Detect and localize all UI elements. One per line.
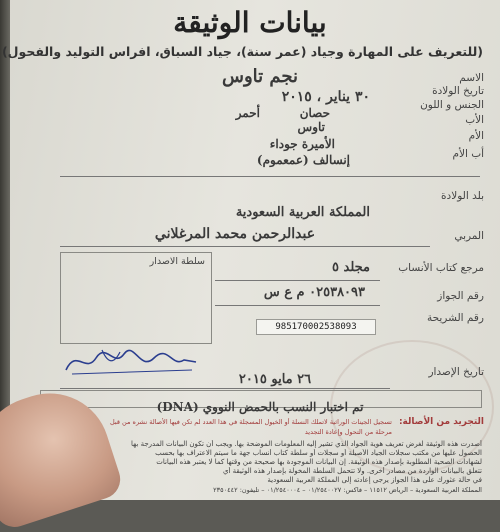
divider	[215, 305, 380, 306]
divider	[215, 280, 380, 281]
chip-label: رقم الشريحة	[426, 312, 484, 324]
chip-number: 985170002538093	[256, 319, 376, 335]
dna-statement: تم اختبار النسب بالحمض النووي (DNA)	[156, 400, 364, 414]
origin-strip-label: التجريد من الأصالة:	[398, 417, 484, 427]
signature-image	[62, 340, 202, 380]
registry-label: مرجع كتاب الأنساب	[398, 262, 484, 274]
name-label: الاسم	[459, 72, 484, 84]
note-line: في حالة عثورك على هذا الجواز يرجى إعادته إلى المملكة العربية السعودية	[267, 476, 482, 484]
birth-country-label: بلد الولادة	[441, 190, 484, 202]
note-line: لشهادات الصحية المطلوبة بإصدار هذه الوثيقة. إن البيانات الموجودة بها صحيحة من وقتها كما لا يعتبر هذه البيانات	[156, 458, 482, 466]
sire-label: الأب	[465, 114, 484, 126]
divider	[60, 388, 390, 389]
horse-color: أحمر	[235, 106, 260, 120]
note-line: تتعلق بالبيانات الواردة من مصادر أخرى. ولا تتحمل السلطة المخولة بإصدار هذه الوثيقة أي	[222, 467, 482, 475]
dob-label: تاريخ الولادة	[432, 85, 484, 97]
authority-label: سلطة الاصدار	[149, 256, 205, 267]
horse-sex: حصان	[299, 106, 330, 120]
divider	[60, 176, 480, 177]
origin-strip-text-2: مرحلة من التحول وإعادة التجديد	[304, 428, 392, 436]
origin-strip-text: تسجيل الجينات الوراثية لاتملك النسلة أو الخيول المسجلة في هذا العدد لم تكن فيها الأصالة نشره من قبل	[110, 418, 392, 426]
note-line: الحصول عليها من مكتب سجلات الجياد الأصيلة أو سجلات أو سلطة كتاب أنساب جهة ما سيتم الاعتراف بها بحسب	[155, 449, 482, 457]
note-line: أصدرت هذه الوثيقة لغرض تعريف هوية الجواد الذي تشير إليه المعلومات الموضحة بها. ويجب أن تكون البيانات المدرجة بها	[131, 440, 482, 448]
divider	[60, 246, 430, 247]
dam-sire-name: إنسالف (عمعموم)	[256, 153, 350, 167]
contact-line: المملكة العربية السعودية – الرياض ١١٥١٢ – فاكس: ٠١/٢٥٤٠٠٢٧ – ٠١/٢٥٤٠٠٠٤ – تليفون: ٢٣٥٠٤٤٢	[213, 486, 482, 494]
dam-sire-label: أب الأم	[452, 148, 484, 160]
document-title: بيانات الوثيقة	[173, 6, 327, 39]
passport-number: ٠٢٥٣٨٠٩٣ م ع س	[263, 285, 365, 300]
breeder-label: المربي	[454, 230, 484, 242]
dam-label: الأم	[468, 130, 484, 142]
dam-name: الأميرة جوداء	[269, 137, 335, 151]
registry-volume: مجلد ٥	[332, 260, 370, 275]
issue-date: ٢٦ مايو ٢٠١٥	[238, 372, 312, 387]
date-of-birth: ٣٠ يناير ، ٢٠١٥	[281, 89, 370, 105]
issue-label: تاريخ الإصدار	[428, 366, 484, 378]
horse-name: نجم تاوس	[221, 66, 299, 87]
sex-color-label: الجنس و اللون	[420, 99, 484, 111]
breeder-name: عبدالرحمن محمد المرغلاني	[154, 226, 316, 242]
passport-label: رقم الجواز	[437, 290, 484, 302]
birth-country: المملكة العربية السعودية	[235, 205, 370, 220]
sire-name: تاوس	[297, 120, 325, 134]
document-subtitle: (للتعريف على المهارة وجياد (عمر سنة)، جياد السباق، افراس التوليد والفحول)	[1, 44, 483, 59]
